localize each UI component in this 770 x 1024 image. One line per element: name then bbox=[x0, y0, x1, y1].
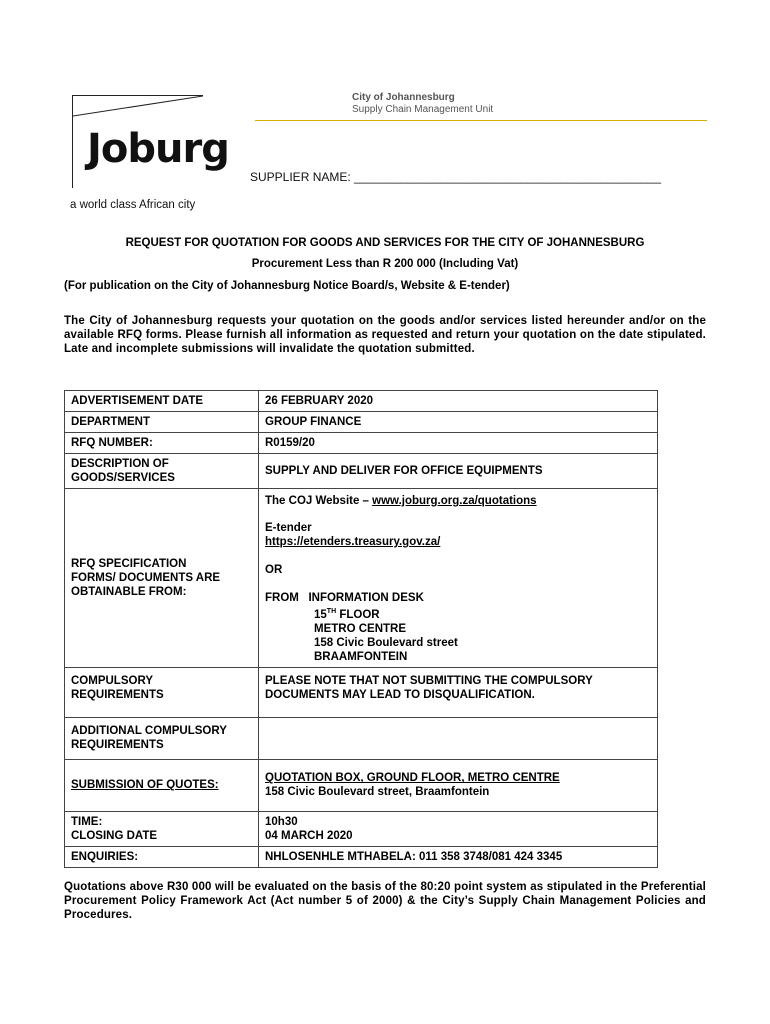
evaluation-note: Quotations above R30 000 will be evaluated on the basis of the 80:20 point system as stipulated in the Preferential Procurement Policy Framework Act (Act number 5 of 2000) & the City’s Supply Chain Management Policies and Procedures. bbox=[64, 881, 706, 921]
specification-label-line: OBTAINABLE FROM: bbox=[71, 585, 187, 598]
rfq-details-table bbox=[64, 390, 658, 868]
description-value: SUPPLY AND DELIVER FOR OFFICE EQUIPMENTS bbox=[259, 454, 658, 489]
logo-text: Joburg bbox=[87, 126, 229, 172]
advertisement-date-label: ADVERTISEMENT DATE bbox=[65, 391, 259, 412]
table-row bbox=[65, 811, 658, 846]
etender-label: E-tender bbox=[265, 522, 312, 534]
additional-label-line: REQUIREMENTS bbox=[71, 739, 164, 752]
submission-address: 158 Civic Boulevard street, Braamfontein bbox=[265, 786, 490, 799]
rfq-number-value: R0159/20 bbox=[259, 433, 658, 454]
address-suburb: BRAAMFONTEIN bbox=[314, 650, 408, 663]
floor-number: 15 bbox=[314, 608, 327, 621]
specification-label bbox=[65, 489, 259, 668]
address-line bbox=[265, 591, 651, 605]
address-building: METRO CENTRE bbox=[314, 622, 406, 635]
etender-link[interactable]: https://etenders.treasury.gov.za/ bbox=[265, 536, 441, 548]
website-line bbox=[265, 494, 651, 508]
time-closing-value bbox=[259, 811, 658, 846]
specification-label-line: RFQ SPECIFICATION bbox=[71, 557, 187, 570]
or-text: OR bbox=[265, 564, 283, 576]
floor-suffix: TH bbox=[326, 608, 337, 615]
from-label: FROM bbox=[265, 592, 299, 604]
submission-label: SUBMISSION OF QUOTES: bbox=[65, 759, 259, 811]
website-link[interactable]: www.joburg.org.za/quotations bbox=[372, 495, 537, 507]
additional-requirements-label bbox=[65, 717, 259, 759]
additional-requirements-value bbox=[259, 717, 658, 759]
department-label: DEPARTMENT bbox=[65, 412, 259, 433]
compulsory-label-line: COMPULSORY bbox=[71, 674, 153, 687]
rfq-number-label: RFQ NUMBER: bbox=[65, 433, 259, 454]
document-title: REQUEST FOR QUOTATION FOR GOODS AND SERVICES FOR THE CITY OF JOHANNESBURG bbox=[125, 237, 645, 249]
description-label bbox=[65, 454, 259, 489]
address-street: 158 Civic Boulevard street bbox=[314, 636, 458, 649]
additional-label-line: ADDITIONAL COMPULSORY bbox=[71, 725, 227, 738]
table-row bbox=[65, 391, 658, 412]
description-label-line: DESCRIPTION OF bbox=[71, 458, 169, 470]
floor-text: FLOOR bbox=[336, 608, 380, 621]
closing-date-value: 04 MARCH 2020 bbox=[265, 829, 353, 842]
submission-location: QUOTATION BOX, GROUND FLOOR, METRO CENTRE bbox=[265, 772, 560, 785]
address-desk: INFORMATION DESK bbox=[308, 592, 424, 604]
time-value: 10h30 bbox=[265, 815, 298, 828]
submission-value bbox=[259, 759, 658, 811]
table-row bbox=[65, 433, 658, 454]
org-name: City of Johannesburg bbox=[352, 92, 455, 103]
specification-label-line: FORMS/ DOCUMENTS ARE bbox=[71, 571, 221, 584]
time-label: TIME: bbox=[71, 815, 103, 828]
supplier-name-field: SUPPLIER NAME: ______________________________________________ bbox=[250, 170, 662, 184]
compulsory-value-line: PLEASE NOTE THAT NOT SUBMITTING THE COMPULSORY bbox=[265, 674, 593, 687]
enquiries-label: ENQUIRIES: bbox=[65, 846, 259, 867]
table-row bbox=[65, 759, 658, 811]
time-closing-label bbox=[65, 811, 259, 846]
compulsory-label bbox=[65, 667, 259, 717]
logo bbox=[72, 95, 229, 188]
table-row bbox=[65, 489, 658, 668]
advertisement-date-value: 26 FEBRUARY 2020 bbox=[259, 391, 658, 412]
logo-tagline: a world class African city bbox=[70, 199, 196, 211]
org-unit: Supply Chain Management Unit bbox=[352, 104, 494, 115]
compulsory-label-line: REQUIREMENTS bbox=[71, 688, 164, 701]
intro-paragraph: The City of Johannesburg requests your quotation on the goods and/or services listed hereunder and/or on the available RFQ forms. Please furnish all information as requested and return your quotation on the date stipulated. Late and incomplete submissions will invalidate the quotation submitted. bbox=[64, 315, 706, 355]
specification-value bbox=[259, 489, 658, 668]
address-floor bbox=[265, 605, 651, 622]
compulsory-value-line: DOCUMENTS MAY LEAD TO DISQUALIFICATION. bbox=[265, 688, 535, 701]
header-rule bbox=[255, 120, 707, 121]
table-row bbox=[65, 454, 658, 489]
description-label-line: GOODS/SERVICES bbox=[71, 472, 175, 484]
procurement-limit: Procurement Less than R 200 000 (Including Vat) bbox=[251, 258, 519, 270]
closing-date-label: CLOSING DATE bbox=[71, 829, 158, 842]
table-row bbox=[65, 412, 658, 433]
table-row bbox=[65, 667, 658, 717]
website-prefix: The COJ Website – bbox=[265, 495, 373, 507]
enquiries-value: NHLOSENHLE MTHABELA: 011 358 3748/081 424 3345 bbox=[259, 846, 658, 867]
table-row bbox=[65, 846, 658, 867]
publication-note: (For publication on the City of Johannesburg Notice Board/s, Website & E-tender) bbox=[64, 280, 510, 292]
compulsory-value bbox=[259, 667, 658, 717]
department-value: GROUP FINANCE bbox=[259, 412, 658, 433]
table-row bbox=[65, 717, 658, 759]
